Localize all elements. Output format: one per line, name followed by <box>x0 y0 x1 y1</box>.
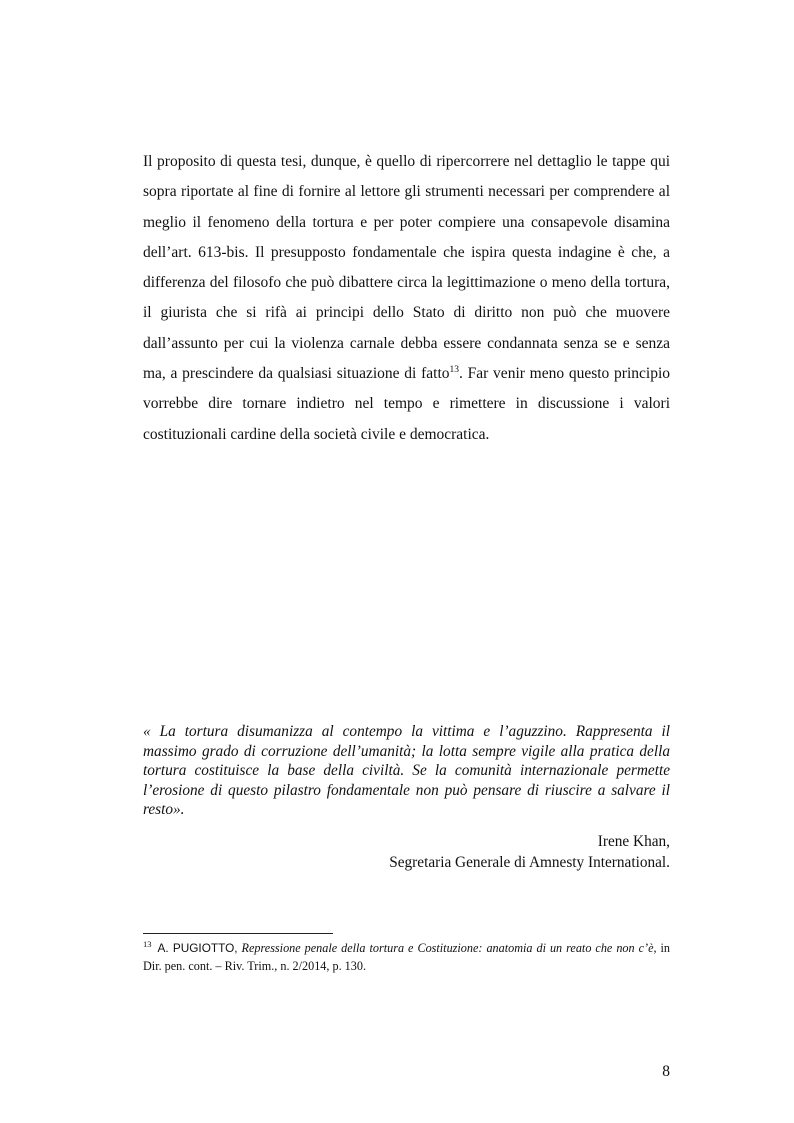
footnote-title: Repressione penale della tortura e Costituzione: anatomia di un reato che non c’è <box>241 941 654 955</box>
page-number: 8 <box>662 1063 670 1080</box>
body-paragraph <box>143 147 670 450</box>
footnote-author: A. PUGIOTTO, <box>157 941 238 955</box>
footnote-citation: , in Dir. pen. cont. – Riv. Trim., n. 2/2014, p. 130. <box>143 941 671 973</box>
quote-author: Irene Khan, <box>597 833 670 850</box>
footnote-separator <box>143 933 333 934</box>
body-paragraph-text: Il proposito di questa tesi, dunque, è quello di ripercorrere nel dettaglio le tappe qui sopra riportate al fine di fornire al lettore gli strumenti necessari per comprendere al meglio il fenomeno della tortura e per poter compiere una consapevole disamina dell’art. 613-bis. Il presupposto fondamentale che ispira questa indagine è che, a differenza del filosofo che può dibattere circa la legittimazione o meno della tortura, il giurista che si rifà ai principi dello Stato di diritto non può che muovere dall’assunto per cui la violenza carnale debba essere condannata senza se e senza ma, a prescindere da qualsiasi situazione di fatto <box>143 153 670 383</box>
body-paragraph-text-after: . Far venir meno questo principio vorrebbe dire tornare indietro nel tempo e rimettere in discussione i valori costituzionali cardine della società civile e democratica. <box>143 365 671 443</box>
footnote-number: 13 <box>143 938 152 949</box>
footnote-reference[interactable]: 13 <box>449 364 460 375</box>
quote-attribution <box>389 832 670 873</box>
quote-author-role: Segretaria Generale di Amnesty International. <box>389 853 670 871</box>
epigraph-quote: « La tortura disumanizza al contempo la vittima e l’aguzzino. Rappresenta il massimo grado di corruzione dell’umanità; la lotta sempre vigile alla pratica della tortura costituisce la base della civiltà. Se la comunità internazionale permette l’erosione di questo pilastro fondamentale non può pensare di riuscire a salvare il resto». <box>143 723 670 819</box>
footnote <box>143 940 670 975</box>
